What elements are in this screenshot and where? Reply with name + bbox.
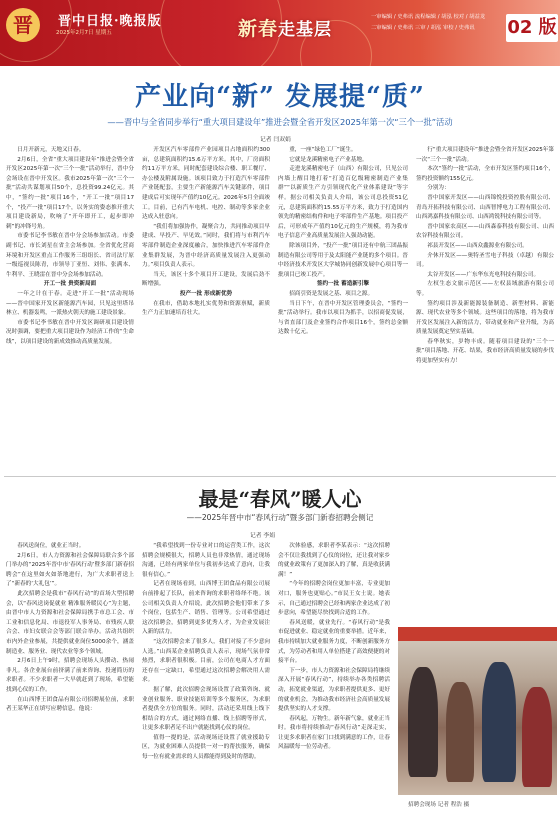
article-paragraph: 春华秋实，岁物丰成。随着项目建设的“三个一批”项目落地、开花、结果，我市经济高质量发展的步伐将更加坚实有力！: [416, 338, 554, 365]
article1-byline: 记者 闫双娟: [260, 137, 291, 143]
article1-column-1: [6, 146, 134, 472]
article-paragraph: 走进龙溪精密电子（山西）有限公司，只见公司内墙上醒目地打着“打造百亿级精密制造产业集群”“以新质生产力引领现代化产业体系建设”等字样。据公司相关负责人介绍，该公司总投资51亿元，总建筑面积约15.55万平方米，致力于打造国内领先的精密结构件和电子零部件生产基地。项目投产后，可形成年产值约10亿元的生产规模，将为我市电子信息产业高质量发展注入强劲动能。: [278, 166, 408, 240]
article-paragraph: 2月6日，全省“重大项目建设年”推进会暨全省开发区2025年第一次“三个一批”活动举行，晋中分会场设在晋中开发区。我市2025年第一次“三个一批”活动共谋划项目50个，总投资99.24亿元。其中，“签约一批”项目16个，“开工一批”项目17个，“投产一批”项目17个，以务实的姿态推开重大项目建设新局，吹响了“开年即开工，起步即冲刺”的冲锋号角。: [6, 156, 134, 230]
photo-caption: 招聘会现场 记者 程浩 摄: [408, 802, 470, 808]
article-paragraph: 晋中国家农高区——山西森泰科技有限公司、山西农谷科技有限公司。: [416, 223, 554, 240]
article-paragraph: 重，一座“绿色工厂”诞生。: [289, 147, 357, 153]
article-paragraph: 介休开发区——奥特圣雪电子科技（卓越）有限公司。: [416, 252, 554, 269]
article-paragraph: 分别为：: [427, 185, 450, 192]
column-title: [238, 14, 332, 41]
article-paragraph: 除该项目外，“投产一批”项目还有中航三团晶振制造有限公司等用于及太阳能产业链的多个项目。晋中经济技术开发区大学城协同创新发展中心项目等一批项目已竣工投产。: [278, 242, 408, 278]
article-paragraph: 下一步，市人力资源和社会保障局将继续深入开展“春风行动”，持续举办各类招聘活动，拓宽就业渠道，为求职者提供更多、更好的就业机会，为推动我市经济社会高质量发展提供坚实的人才支撑。: [278, 667, 390, 713]
article-paragraph: 左权生态文旅示范区——左权县域旅游有限公司等。: [416, 281, 554, 297]
article-paragraph: 2月6日，市人力资源和社会保障局联合多个部门举办的“2025年晋中市‘春风行动’暨多部门新春招聘会”在这里如火如荼地进行，为广大求职者送上了“新春的‘大礼包’”。: [6, 552, 134, 588]
article-paragraph: 市委书记李书敏在晋中分会场参加活动。市委副书记、市长刘星在省主会场参加。全省优化营商环境和开发区重点工作服务三组组长、省司法厅原一级巡视员陈青，市领导丁亚恒、刘伟、张满本、牛利平、王晓雷在晋中分会场参加活动。: [6, 233, 134, 278]
page-number: 02 版: [506, 14, 558, 42]
article-paragraph: 开发区汽车零部件产业园项目占地面积约300亩，总建筑面积约15.6万平方米。其中，厂房面积约11万平方米，同时配套建设综合楼、职工餐厅、办公楼及附属设施。该项目致力于打造汽车零部件产业链配套，主要生产新能源汽车关键部件，项目建成后可实现年产值约10亿元。2026年5月全面竣工。目前，已有汽车电机、电控、制动等多家企业达成入驻意向。: [142, 147, 270, 221]
column-title-rest: 走基层: [278, 20, 333, 40]
article2-byline: 记者 李娟: [250, 533, 276, 539]
section-subheading: 签约一批 蓄造新引擎: [316, 281, 370, 288]
article-paragraph: 春风送岗位，就业正当时。: [17, 543, 85, 549]
article-paragraph: 当天，该区十多个项目开工建设，发展后劲不断增强。: [142, 271, 270, 288]
article-paragraph: 行“重大项目建设年”推进会暨全省开发区2025年第一次“三个一批”活动。: [416, 147, 554, 163]
article-paragraph: 招商引资是发展之基、项目之源。: [289, 290, 374, 297]
article-paragraph: 祁县开发区——山西众鑫源业有限公司。: [427, 242, 528, 249]
photo-figure: [408, 667, 438, 777]
editor-credits-line: 二审编辑 / 史弗讯 三审 / 胡泓 审校 / 史弗讯: [371, 25, 475, 31]
photo-banner: [398, 627, 557, 641]
article1-headline: 产业向“新” 发展提“质”: [135, 82, 425, 112]
article-paragraph: “这次招聘会来了很多人，我们对接了不少意向人选。”山西某企业招聘负责人表示，现场气氛非常热烈，求职者很积极。目前，公司在电商人才方面还存在一定缺口，希望通过这次招聘会解决用人需求。: [142, 638, 270, 684]
article-paragraph: 一年之计在于春。走进“开工一批”活动现场——晋中国家开发区新能源汽车园，只见这里塔吊林立、机器轰鸣，一派热火朝天的施工建设景象。: [6, 290, 134, 317]
section-subheading: 开工一批 贵资新局面: [43, 281, 97, 288]
article2-column-4: [398, 542, 554, 622]
article-paragraph: 本次“签约一批”活动，全市开发区签约项目16个，签约投资额约155亿元。: [416, 166, 554, 182]
article-paragraph: 2月6日上午9时，招聘会现场人头攒动、热闹非凡。各企业展台前挤满了前来咨询、投递简历的求职者。不少求职者一大早就赶到了现场，希望能找到心仪的工作。: [6, 658, 134, 693]
photo-figure: [522, 687, 552, 787]
article-paragraph: “我们将加强协作，凝聚合力，共同推动项目早建成、早投产、早见效。”同时，我们将与市利汽车零部件制造企业深度融合，加快推进汽车零部件企业集群发展，为晋中经济高质量发展注入更强动力。”项目负责人表示。: [142, 223, 270, 269]
article-paragraph: 太谷开发区——广东华东光电科技有限公司。: [427, 271, 540, 278]
article-paragraph: 当日下午，在晋中开发区管理委员会，“签约一批”活动举行。我市以项目为抓手，以招商促发展，与省直部门及企业签约合作项目16个，签约总金额达数十亿元。: [278, 300, 408, 336]
editor-credits-line: 一审编辑 / 史弗讯 流程编辑 / 胡泓 校对 / 胡益龙: [371, 14, 486, 20]
article-paragraph: 签约项目涉及新能源装备制造、新型材料、新能源、现代农业等多个领域。这些项目的落地，将为我市开发区发展注入新的活力，带动就业和产业升级，为高质量发展奠定坚实基础。: [416, 300, 554, 336]
article-paragraph: 日月开新元，天地又日春。: [17, 147, 85, 153]
section-divider: [4, 476, 556, 477]
article-paragraph: 春风起，万物生。新年新气象，就业正当时。我市将持续推动“春风行动”走深走实，让更多求职者在家门口找到满意的工作，让春风温暖每一位劳动者。: [278, 715, 390, 751]
article1-column-2: [142, 146, 270, 472]
masthead-banner: [0, 0, 560, 66]
article-paragraph: 据了解，此次招聘会现场设置了政策咨询、就业创业服务、职业技能培训等多个服务区，为求职者提供全方位的服务。同时，活动还采用线上线下相结合的方式，通过网络直播、线上招聘等形式，让更多求职者足不出户就能找到心仪的岗位。: [142, 686, 270, 732]
job-fair-photo: [398, 627, 557, 795]
article-paragraph: 晋中国家开发区——山西锦悦投资控股有限公司、青岛开拓科技有限公司、山西智博电力工程有限公司、山西鸿嘉科技有限公司、山西鸿锐科技有限公司等。: [416, 194, 554, 221]
article1-column-3: [278, 146, 408, 472]
photo-figure: [482, 662, 516, 782]
article-paragraph: 在我市，借助本地扎实优势和资源禀赋，新质生产力正加速培育壮大。: [142, 300, 270, 317]
article2-column-3: [278, 542, 390, 810]
article2-subheadline: ——2025年晋中市“春风行动”暨多部门新春招聘会侧记: [186, 513, 374, 522]
article1-column-4: [416, 146, 554, 472]
article-paragraph: 次体验感，求职者李某表示：“这次招聘会不仅让我找到了心仪的岗位，还让我对家乡的就业政策有了更加深入的了解，真是收获满满！”: [278, 543, 390, 578]
article-paragraph: 此次招聘会是我市“春风行动”的首场大型招聘会，以“春风送岗促就业 精准服务暖民心”为主题，由晋中市人力资源和社会保障局携手市总工会、市工业和信息化局、市退役军人事务局、市残疾人联合会、市妇女联合会等部门联合举办。活动共组织市内外企业参展，共提供就业岗位5000余个，涵盖制造业、服务业、现代农业等多个领域。: [6, 590, 134, 655]
editor-credits: [371, 12, 507, 34]
newspaper-logo: 晋: [6, 8, 40, 42]
article-paragraph: 记者在现场看到，山西博王团食品有限公司展台前排起了长队，前来咨询的求职者络绎不绝。该公司相关负责人介绍说，此次招聘会他们带来了多个岗位，包括生产、销售、管理等。公司希望通过这次招聘会，招聘到更多优秀人才，为企业发展注入新的活力。: [142, 581, 270, 636]
article1-subheadline: ——晋中与全省同步举行“重大项目建设年”推进会暨全省开发区2025年第一次“三个一批”活动: [107, 117, 453, 127]
article-paragraph: 在山西博王团食品有限公司招聘展位前，求职者王某华正在填写应聘信息。他说：: [6, 696, 134, 713]
article-paragraph: 春风送暖，就业先行。“春风行动”是我市促进就业、稳定就业的重要举措。近年来，我市持续加大就业服务力度，不断创新服务方式，为劳动者和用人单位搭建了高效便捷的对接平台。: [278, 619, 390, 665]
article-paragraph: 市委书记李书敏在晋中开发区调研项目建设情况时强调，要把重大项目建设作为经济工作的“生命线”，以项目建设的新成效推动高质量发展。: [6, 319, 134, 345]
article2-column-2: [142, 542, 270, 810]
article-paragraph: “今年的招聘会岗位更加丰富，专业更加对口，服务也更贴心。”市民王女士说。她表示，自己通过招聘会已经和两家企业达成了初步意向，希望能尽快找到合适的工作。: [278, 581, 390, 617]
article2-column-1: [6, 542, 134, 810]
photo-figure: [446, 682, 474, 782]
article-paragraph: 值得一提的是，活动现场还设置了就业援助专区，为就业困难人员提供一对一的帮扶服务，确保每一位有就业需求的人员都能得到及时的帮助。: [142, 734, 270, 761]
column-title-main: 新春: [238, 18, 279, 40]
article-paragraph: 它就是龙溪精密电子产业基地。: [289, 156, 368, 163]
article-paragraph: “我希望找到一份专业对口的运营类工作，这次招聘会规模很大，招聘人员也非常热情，通过现场沟通，已经有两家单位与我初步达成了意向，让我很有信心。”: [142, 543, 270, 578]
newspaper-name: 晋中日报·晚报版: [58, 14, 162, 29]
section-subheading: 投产一批 形成新优势: [179, 290, 233, 297]
issue-date: 2025年2月7日 星期五: [56, 30, 112, 36]
article2-headline: 最是“春风”暖人心: [198, 487, 362, 511]
